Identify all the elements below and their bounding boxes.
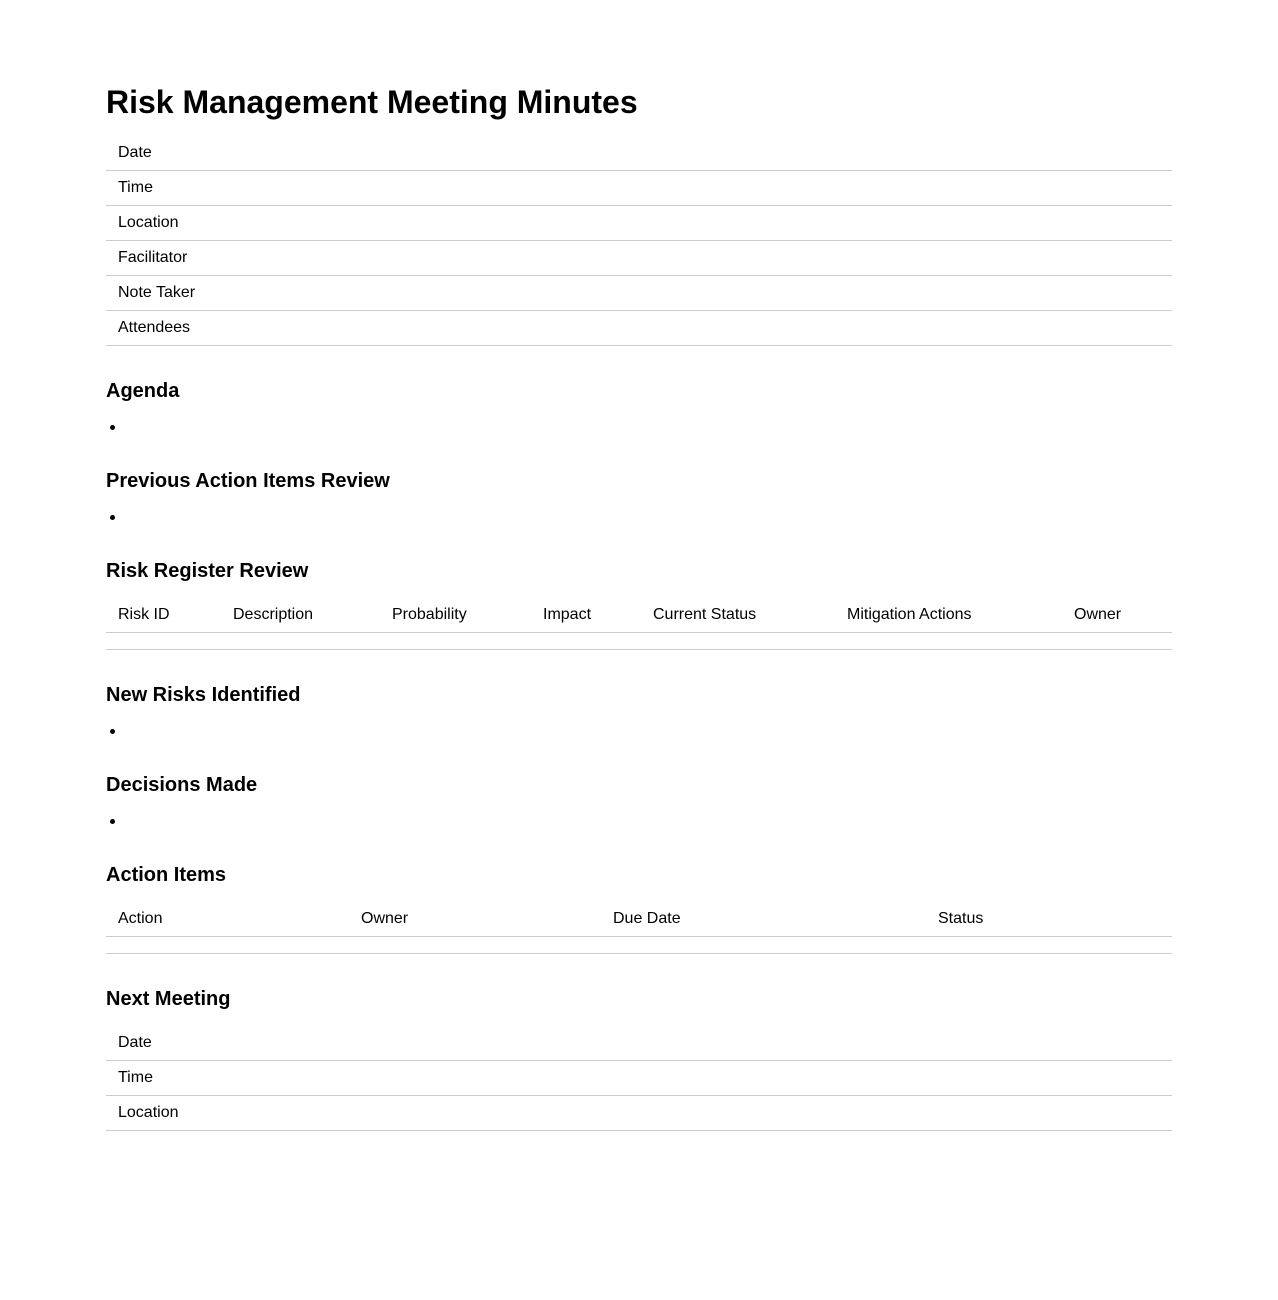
facilitator-label: Facilitator: [106, 241, 1172, 276]
column-description: Description: [221, 598, 380, 633]
next-meeting-row-date: [106, 1026, 1172, 1061]
meeting-info-row-facilitator: [106, 241, 1172, 276]
column-impact: Impact: [531, 598, 641, 633]
note-taker-label: Note Taker: [106, 276, 1172, 311]
agenda-list: [106, 418, 126, 438]
next-meeting-row-time: [106, 1061, 1172, 1096]
column-risk-id: Risk ID: [106, 598, 221, 633]
column-probability: Probability: [380, 598, 531, 633]
new-risks-list: [106, 722, 126, 742]
next-meeting-row-location: [106, 1096, 1172, 1131]
new-risks-heading: New Risks Identified: [106, 684, 301, 706]
list-item: [106, 508, 126, 528]
list-item: [106, 722, 126, 742]
meeting-info-row-attendees: [106, 311, 1172, 346]
column-current-status: Current Status: [641, 598, 835, 633]
agenda-heading: Agenda: [106, 380, 180, 402]
list-item: [106, 418, 126, 438]
previous-action-items-list: [106, 508, 126, 528]
meeting-info-row-note-taker: [106, 276, 1172, 311]
previous-action-items-heading: Previous Action Items Review: [106, 470, 390, 492]
attendees-label: Attendees: [106, 311, 1172, 346]
next-meeting-table: [106, 1026, 1172, 1131]
page-title: Risk Management Meeting Minutes: [106, 84, 638, 120]
meeting-info-row-date: [106, 136, 1172, 171]
risk-register-table: [106, 598, 1172, 650]
location-label: Location: [106, 206, 1172, 241]
decisions-heading: Decisions Made: [106, 774, 258, 796]
next-meeting-heading: Next Meeting: [106, 988, 231, 1010]
column-due-date: Due Date: [601, 902, 926, 937]
next-meeting-location-label: Location: [106, 1096, 1172, 1131]
action-items-table: [106, 902, 1172, 954]
next-meeting-date-label: Date: [106, 1026, 1172, 1061]
time-label: Time: [106, 171, 1172, 206]
risk-register-heading: Risk Register Review: [106, 560, 309, 582]
column-mitigation-actions: Mitigation Actions: [835, 598, 1062, 633]
meeting-info-row-location: [106, 206, 1172, 241]
column-owner: Owner: [1062, 598, 1172, 633]
column-action: Action: [106, 902, 349, 937]
table-row: [106, 937, 1172, 954]
meeting-info-table: [106, 136, 1172, 346]
list-item: [106, 812, 126, 832]
column-status: Status: [926, 902, 1172, 937]
table-header-row: [106, 598, 1172, 633]
meeting-info-row-time: [106, 171, 1172, 206]
decisions-list: [106, 812, 126, 832]
date-label: Date: [106, 136, 1172, 171]
action-items-heading: Action Items: [106, 864, 227, 886]
table-row: [106, 633, 1172, 650]
column-owner: Owner: [349, 902, 601, 937]
table-header-row: [106, 902, 1172, 937]
next-meeting-time-label: Time: [106, 1061, 1172, 1096]
